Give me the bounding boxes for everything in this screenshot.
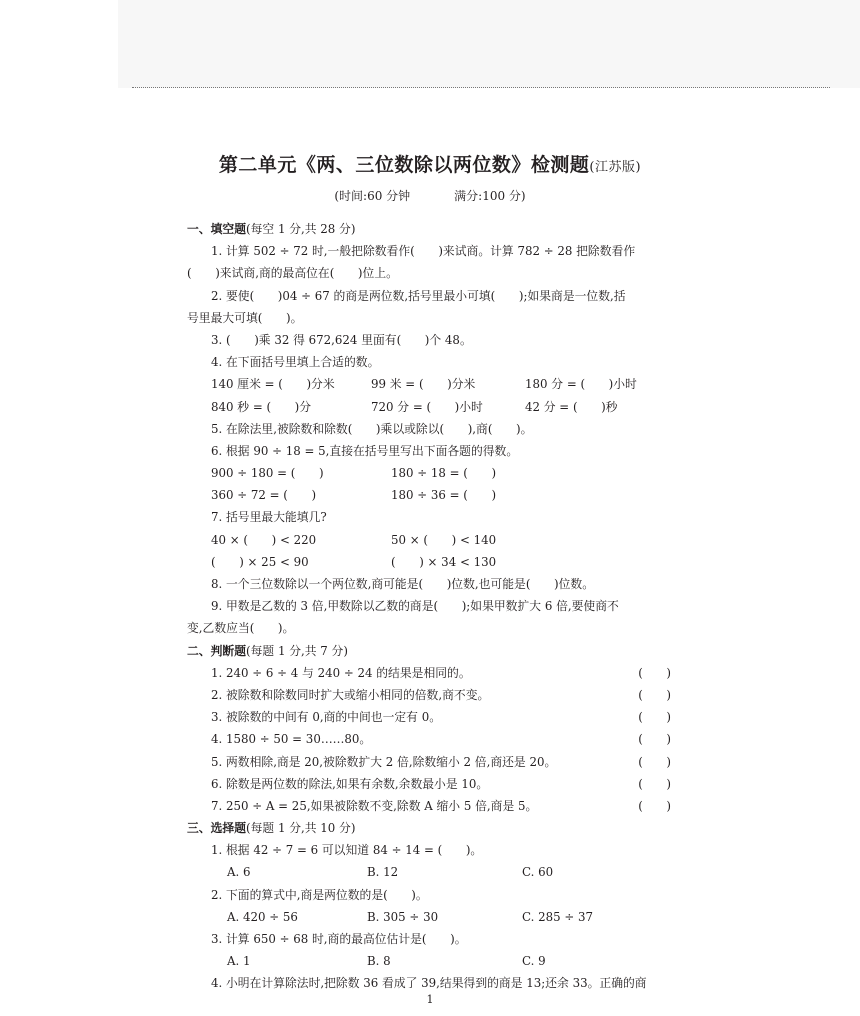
section-heading-judge: 二、判断题(每题 1 分,共 7 分) — [187, 643, 348, 658]
question-text: 2. 下面的算式中,商是两位数的是( )。 — [211, 887, 428, 902]
question-text: 3. ( )乘 32 得 672,624 里面有( )个 48。 — [211, 332, 472, 347]
answer-item: 99 米 = ( )分米 — [371, 377, 476, 392]
answer-item: 180 ÷ 36 = ( ) — [391, 488, 497, 503]
question-text: 变,乙数应当( )。 — [187, 621, 295, 636]
judge-item: 7. 250 ÷ A = 25,如果被除数不变,除数 A 缩小 5 倍,商是 5。 ( ) — [187, 795, 675, 817]
judge-item: 3. 被除数的中间有 0,商的中间也一定有 0。 ( ) — [187, 706, 675, 728]
answer-item: 140 厘米 = ( )分米 — [211, 377, 335, 392]
full-score: 满分:100 分) — [454, 189, 526, 203]
time-limit: (时间:60 分钟 — [334, 189, 411, 203]
section-note: (每题 1 分,共 7 分) — [246, 643, 348, 658]
answer-blank: ( ) — [638, 687, 671, 702]
judge-item: 5. 两数相除,商是 20,被除数扩大 2 倍,除数缩小 2 倍,商还是 20。 ( ) — [187, 751, 675, 773]
answer-blank: ( ) — [638, 732, 671, 747]
answer-item: 180 分 = ( )小时 — [525, 377, 637, 392]
answer-blank: ( ) — [638, 776, 671, 791]
question-text: 7. 括号里最大能填几? — [211, 510, 327, 525]
page-title — [0, 150, 860, 177]
edition-label: (江苏版) — [589, 160, 642, 175]
answer-item: 50 × ( ) < 140 — [391, 532, 497, 547]
page-number: 1 — [426, 993, 434, 1006]
question-text: 1. 根据 42 ÷ 7 = 6 可以知道 84 ÷ 14 = ( )。 — [211, 843, 483, 858]
answer-blank: ( ) — [638, 665, 671, 680]
exam-content — [187, 218, 675, 995]
option-b: B. 8 — [367, 954, 391, 969]
option-a: A. 6 — [227, 865, 251, 880]
answer-item: ( ) × 25 < 90 — [211, 554, 309, 569]
answer-row — [187, 551, 675, 573]
question-text: 2. 要使( )04 ÷ 67 的商是两位数,括号里最小可填( );如果商是一位数,括 — [211, 288, 626, 303]
title-text: 第二单元《两、三位数除以两位数》检测题 — [218, 154, 590, 176]
option-c: C. 285 ÷ 37 — [522, 909, 594, 924]
answer-row — [187, 529, 675, 551]
question-text: 9. 甲数是乙数的 3 倍,甲数除以乙数的商是( );如果甲数扩大 6 倍,要使商不 — [211, 599, 619, 614]
option-a: A. 1 — [227, 954, 251, 969]
answer-item: 180 ÷ 18 = ( ) — [391, 466, 497, 481]
option-b: B. 12 — [367, 865, 399, 880]
option-a: A. 420 ÷ 56 — [227, 909, 298, 924]
judge-item: 2. 被除数和除数同时扩大或缩小相同的倍数,商不变。 ( ) — [187, 684, 675, 706]
answer-item: 720 分 = ( )小时 — [371, 399, 483, 414]
exam-meta — [0, 187, 860, 204]
section-heading-choice: 三、选择题(每题 1 分,共 10 分) — [187, 821, 356, 836]
question-text: 3. 计算 650 ÷ 68 时,商的最高位估计是( )。 — [211, 932, 467, 946]
section-note: (每题 1 分,共 10 分) — [246, 821, 356, 836]
option-c: C. 60 — [522, 865, 554, 880]
section-heading-fill: 一、填空题(每空 1 分,共 28 分) — [187, 222, 356, 236]
answer-blank: ( ) — [638, 754, 671, 769]
dotted-divider — [132, 87, 830, 88]
judge-item: 6. 除数是两位数的除法,如果有余数,余数最小是 10。 ( ) — [187, 773, 675, 795]
option-row — [187, 906, 675, 928]
answer-blank: ( ) — [638, 798, 671, 813]
question-text: 8. 一个三位数除以一个两位数,商可能是( )位数,也可能是( )位数。 — [211, 577, 595, 591]
option-row — [187, 950, 675, 972]
answer-item: 40 × ( ) < 220 — [211, 532, 317, 547]
option-b: B. 305 ÷ 30 — [367, 909, 439, 924]
question-text: 号里最大可填( )。 — [187, 310, 303, 325]
question-text: 1. 计算 502 ÷ 72 时,一般把除数看作( )来试商。计算 782 ÷ 28 把除数看作 — [211, 244, 636, 259]
answer-blank: ( ) — [638, 710, 671, 725]
answer-row — [187, 484, 675, 506]
section-note: (每空 1 分,共 28 分) — [246, 222, 356, 236]
answer-row — [187, 373, 675, 395]
question-text: 4. 小明在计算除法时,把除数 36 看成了 39,结果得到的商是 13;还余 33。正确的商 — [211, 976, 647, 991]
option-c: C. 9 — [522, 954, 546, 969]
judge-item: 4. 1580 ÷ 50 = 30……80。 ( ) — [187, 728, 675, 750]
answer-item: 840 秒 = ( )分 — [211, 399, 312, 414]
question-text: 5. 在除法里,被除数和除数( )乘以或除以( ),商( )。 — [211, 421, 533, 436]
question-text: 4. 在下面括号里填上合适的数。 — [211, 355, 380, 370]
judge-item: 1. 240 ÷ 6 ÷ 4 与 240 ÷ 24 的结果是相同的。 ( ) — [187, 662, 675, 684]
answer-item: 360 ÷ 72 = ( ) — [211, 488, 317, 503]
answer-row — [187, 396, 675, 418]
option-row — [187, 861, 675, 883]
header-band — [118, 0, 860, 88]
answer-item: ( ) × 34 < 130 — [391, 554, 497, 569]
answer-row — [187, 462, 675, 484]
answer-item: 900 ÷ 180 = ( ) — [211, 466, 324, 481]
answer-item: 42 分 = ( )秒 — [525, 399, 618, 414]
question-text: ( )来试商,商的最高位在( )位上。 — [187, 266, 398, 281]
question-text: 6. 根据 90 ÷ 18 = 5,直接在括号里写出下面各题的得数。 — [211, 443, 519, 458]
